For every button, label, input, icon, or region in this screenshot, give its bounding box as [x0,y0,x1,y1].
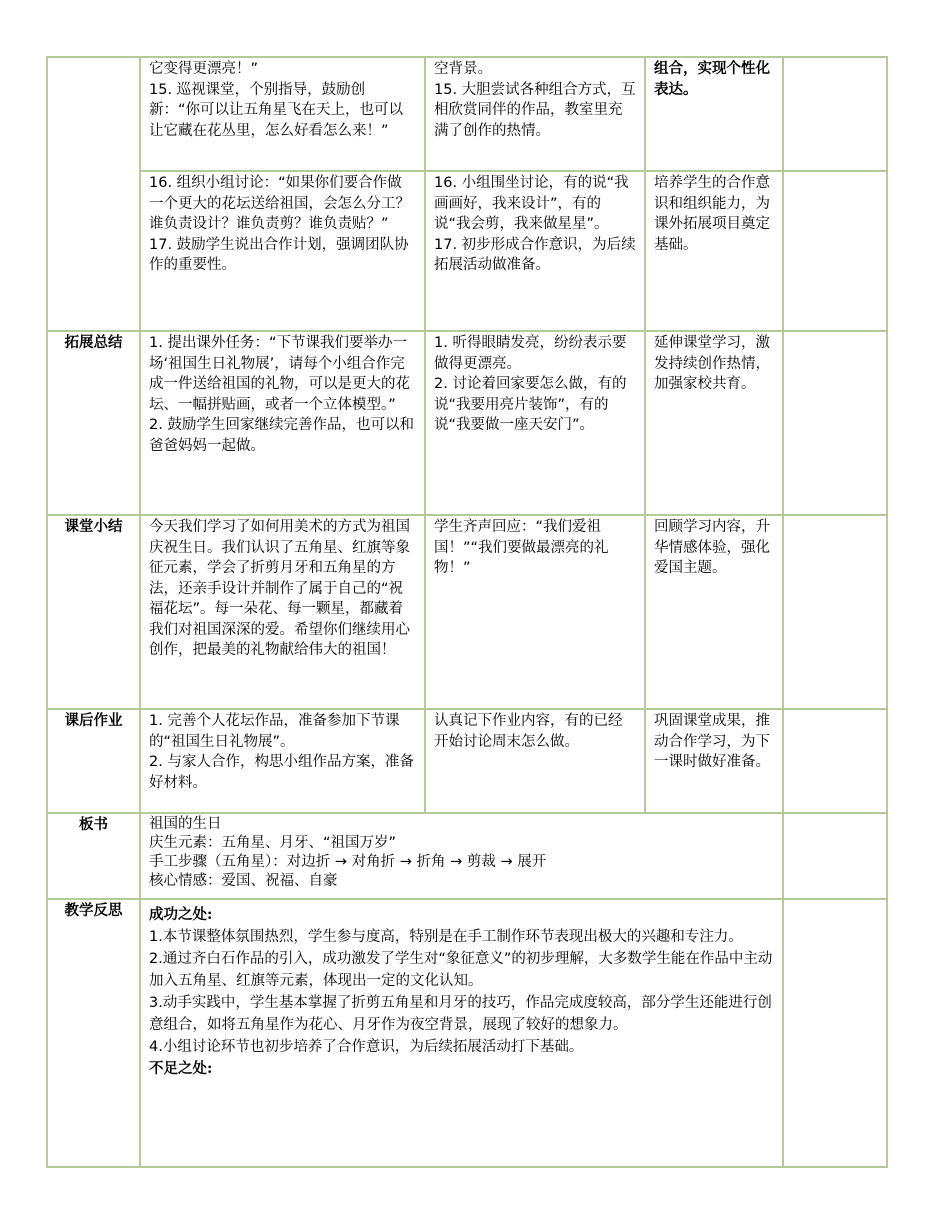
row-group-discussion [47,171,887,331]
teacher-text: 它变得更漂亮！” [149,61,259,77]
teacher-text: 17. 鼓励学生说出合作计划，强调团队协作的重要性。 [149,236,409,273]
student-activity-cell [425,331,645,515]
student-text: 15. 大胆尝试各种组合方式，互相欣赏同伴的作品，教室里充满了创作的热情。 [434,81,636,139]
stage-label: 教学反思 [47,899,140,1167]
stage-label: 板书 [47,813,140,899]
reflection-item: 4.小组讨论环节也初步培养了合作意识，为后续拓展活动打下基础。 [149,1039,584,1055]
blackboard-line: 庆生元素：五角星、月牙、“祖国万岁” [149,835,397,851]
reflection-cell [140,899,783,1167]
blackboard-cell [140,813,783,899]
notes-cell [783,515,887,709]
weakness-heading: 不足之处: [149,1060,213,1077]
intent-text: 巩固课堂成果，推动合作学习，为下一课时做好准备。 [654,713,770,770]
row-continued [47,57,887,171]
teacher-activity-cell [140,171,425,331]
row-extension-summary [47,331,887,515]
reflection-item: 1.本节课整体氛围热烈，学生参与度高，特别是在手工制作环节表现出极大的兴趣和专注力。 [149,929,743,945]
teacher-text: 15. 巡视课堂，个别指导，鼓励创新：“你可以让五角星飞在天上，也可以让它藏在花丛里，怎么好看怎么来！” [149,81,404,139]
teacher-text: 2. 与家人合作，构思小组作品方案，准备好材料。 [149,754,414,791]
notes-cell [783,331,887,515]
student-text: 17. 初步形成合作意识，为后续拓展活动做准备。 [434,236,636,273]
student-text: 认真记下作业内容，有的已经开始讨论周末怎么做。 [434,713,623,750]
notes-cell [783,57,887,171]
lesson-plan-table [46,56,888,1168]
intent-text: 组合，实现个性化表达。 [654,61,770,98]
student-text: 2. 讨论着回家要怎么做，有的说“我要用亮片装饰”，有的说“我要做一座天安门”。 [434,376,627,433]
teacher-text: 1. 提出课外任务：“下节课我们要举办一场‘祖国生日礼物展’，请每个小组合作完成一件送给祖国的礼物，可以是更大的花坛、一幅拼贴画，或者一个立体模型。” [149,335,410,413]
notes-cell [783,709,887,813]
design-intent-cell [645,331,783,515]
student-text: 1. 听得眼睛发亮，纷纷表示要做得更漂亮。 [434,335,627,372]
design-intent-cell [645,57,783,171]
blackboard-line: 核心情感：爱国、祝福、自豪 [149,873,338,889]
row-reflection [47,899,887,1167]
teacher-activity-cell [140,57,425,171]
student-activity-cell [425,515,645,709]
teacher-text: 16. 组织小组讨论：“如果你们要合作做一个更大的花坛送给祖国，会怎么分工？谁负责设计？谁负责剪？谁负责贴？” [149,175,410,232]
stage-label-cell [47,57,140,331]
stage-label: 课堂小结 [47,515,140,709]
student-text: 空背景。 [434,61,492,77]
reflection-item: 2.通过齐白石作品的引入，成功激发了学生对“象征意义”的初步理解，大多数学生能在作品中主动加入五角星、红旗等元素，体现出一定的文化认知。 [149,951,773,989]
student-activity-cell [425,171,645,331]
teacher-activity-cell [140,709,425,813]
row-class-summary [47,515,887,709]
teacher-activity-cell [140,515,425,709]
notes-cell [783,813,887,899]
row-homework [47,709,887,813]
stage-label: 拓展总结 [47,331,140,515]
teacher-activity-cell [140,331,425,515]
teacher-text: 2. 鼓励学生回家继续完善作品，也可以和爸爸妈妈一起做。 [149,417,414,454]
row-blackboard [47,813,887,899]
blackboard-line: 手工步骤（五角星）：对边折 → 对角折 → 折角 → 剪裁 → 展开 [149,854,547,870]
student-activity-cell [425,709,645,813]
notes-cell [783,171,887,331]
notes-cell [783,899,887,1167]
student-text: 学生齐声回应：“我们爱祖国！”“我们要做最漂亮的礼物！” [434,519,609,576]
success-heading: 成功之处: [149,906,213,923]
intent-text: 延伸课堂学习，激发持续创作热情，加强家校共育。 [654,335,770,392]
design-intent-cell [645,171,783,331]
teacher-text: 今天我们学习了如何用美术的方式为祖国庆祝生日。我们认识了五角星、红旗等象征元素，学会了折剪月牙和五角星的方法，还亲手设计并制作了属于自己的“祝福花坛”。每一朵花、每一颗星，都藏着我们对祖国深深的爱。希望你们继续用心创作，把最美的礼物献给伟大的祖国！ [149,519,410,658]
intent-text: 培养学生的合作意识和组织能力，为课外拓展项目奠定基础。 [654,175,770,253]
design-intent-cell [645,515,783,709]
design-intent-cell [645,709,783,813]
teacher-text: 1. 完善个人花坛作品，准备参加下节课的“祖国生日礼物展”。 [149,713,400,750]
intent-text: 回顾学习内容，升华情感体验，强化爱国主题。 [654,519,770,576]
blackboard-title: 祖国的生日 [149,816,222,832]
student-text: 16. 小组围坐讨论，有的说“我画画好，我来设计”，有的说“我会剪，我来做星星”。 [434,175,629,232]
stage-label: 课后作业 [47,709,140,813]
reflection-item: 3.动手实践中，学生基本掌握了折剪五角星和月牙的技巧，作品完成度较高，部分学生还能进行创意组合，如将五角星作为花心、月牙作为夜空背景，展现了较好的想象力。 [149,995,772,1033]
student-activity-cell [425,57,645,171]
